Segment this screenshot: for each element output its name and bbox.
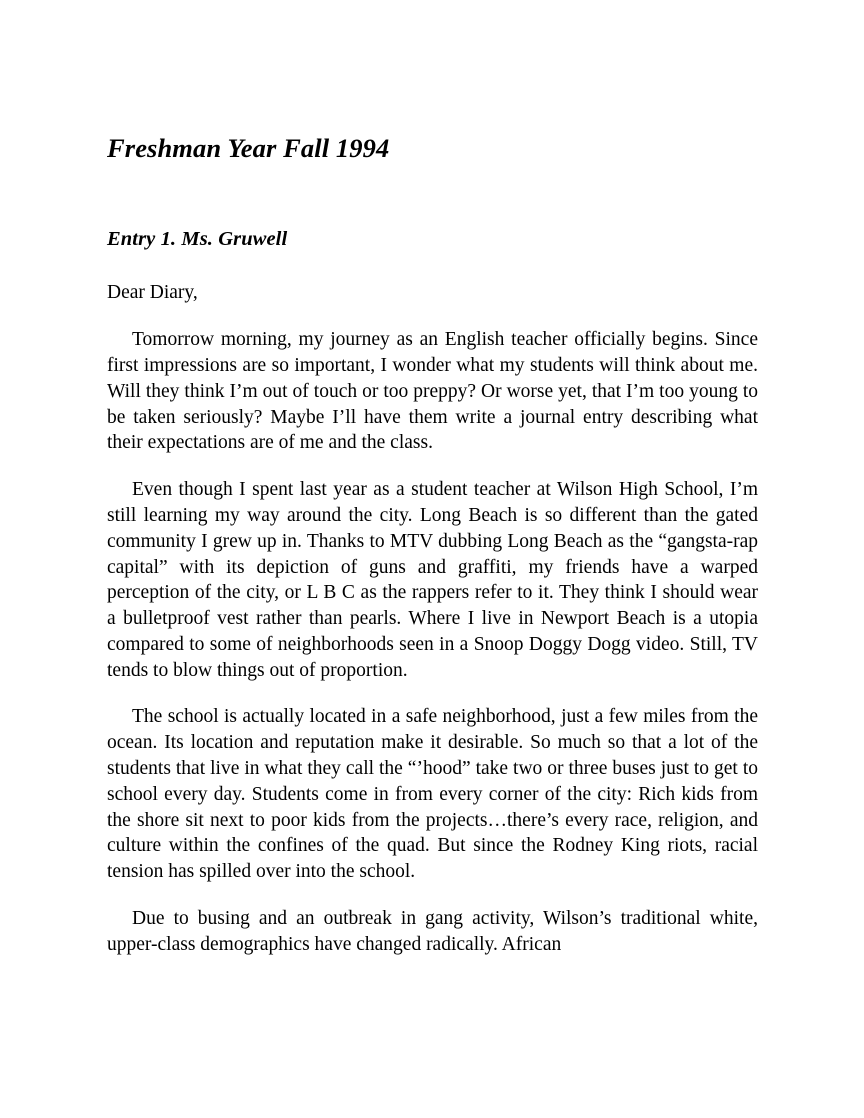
body-paragraph: Due to busing and an outbreak in gang activity, Wilson’s traditional white, upper-class demographics have changed radically. African [107, 908, 758, 955]
body-paragraph: Tomorrow morning, my journey as an English teacher officially begins. Since first impressions are so important, I wonder what my students will think about me. Will they think I’m out of touch or too preppy? Or worse yet, that I’m too young to be taken seriously? Maybe I’ll have them write a journal entry describing what their expectations are of me and the class. [107, 329, 758, 454]
chapter-title: Freshman Year Fall 1994 [107, 133, 390, 163]
diary-salutation: Dear Diary, [107, 282, 198, 304]
body-paragraph: Even though I spent last year as a student teacher at Wilson High School, I’m still learning my way around the city. Long Beach is so different than the gated community I grew up in. Thanks to MTV dubbing Long Beach as the “gangsta-rap capital” with its depiction of guns and graffiti, my friends have a warped perception of the city, or L B C as the rappers refer to it. They think I should wear a bulletproof vest rather than pearls. Where I live in Newport Beach is a utopia compared to some of neighborhoods seen in a Snoop Doggy Dogg video. Still, TV tends to blow things out of proportion. [107, 479, 758, 681]
body-paragraph: The school is actually located in a safe neighborhood, just a few miles from the ocean. Its location and reputation make it desirable. So much so that a lot of the students that live in what they call the “’hood” take two or three buses just to get to school every day. Students come in from every corner of the city: Rich kids from the shore sit next to poor kids from the projects…there’s every race, religion, and culture within the confines of the quad. But since the Rodney King riots, racial tension has spilled over into the school. [107, 706, 758, 883]
entry-heading: Entry 1. Ms. Gruwell [107, 227, 288, 250]
page-content-column [107, 0, 758, 958]
